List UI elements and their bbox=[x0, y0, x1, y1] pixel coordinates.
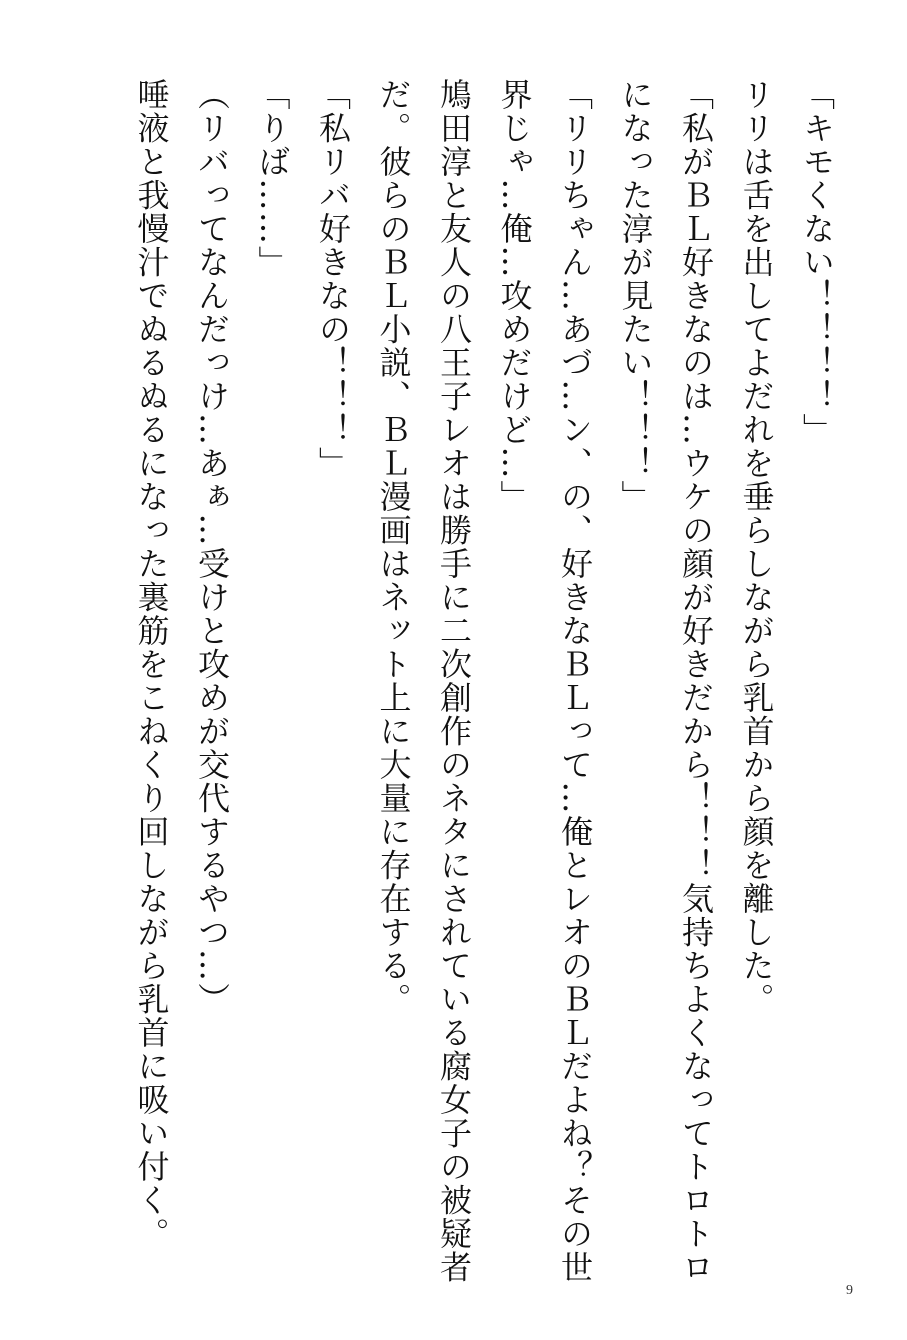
text-line: 界じゃ…俺…攻めだけど…」 bbox=[495, 78, 534, 514]
text-line: 「私リバ好きなの！！！」 bbox=[314, 78, 352, 480]
vertical-text-body bbox=[121, 78, 847, 1284]
text-line: になった淳が見たい！！！」 bbox=[616, 78, 655, 514]
page-number: 9 bbox=[846, 1283, 853, 1298]
text-line: （リバってなんだっけ…あぁ…受けと攻めが交代するやつ…） bbox=[193, 78, 231, 1016]
text-line: 鳩田淳と友人の八王子レオは勝手に二次創作のネタにされている腐女子の被疑者 bbox=[435, 78, 473, 1284]
text-line: 唾液と我慢汁でぬるぬるになった裏筋をこねくり回しながら乳首に吸い付く。 bbox=[132, 78, 171, 1251]
text-line: 「リリちゃん…あづ…ン、の、好きなＢＬって…俺とレオのＢＬだよね？その世 bbox=[556, 78, 594, 1284]
text-line: リリは舌を出してよだれを垂らしながら乳首から顔を離した。 bbox=[737, 78, 776, 1016]
text-line: 「私がＢＬ好きなのは…ウケの顔が好きだから！！！気持ちよくなってトロトロ bbox=[677, 78, 715, 1284]
text-line: だ。彼らのＢＬ小説、ＢＬ漫画はネット上に大量に存在する。 bbox=[374, 78, 413, 1016]
text-line: 「りば……」 bbox=[253, 78, 292, 279]
text-line: 「キモくない！！！！」 bbox=[798, 78, 836, 447]
